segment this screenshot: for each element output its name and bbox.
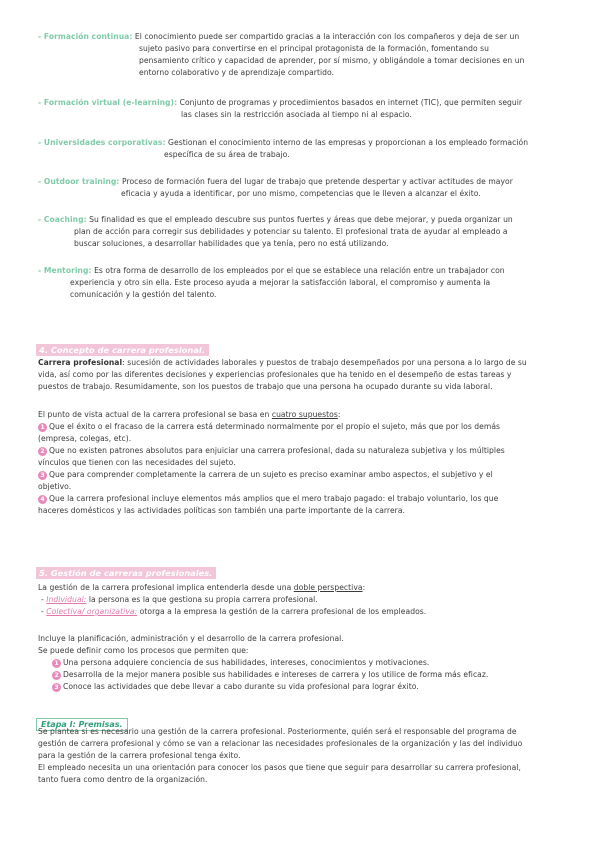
text-line: El conocimiento puede ser compartido gracias a la interacción con los compañeros y deja de ser un — [134, 32, 520, 41]
underlined-text: doble perspectiva — [293, 583, 363, 592]
text: otorga a la empresa la gestión de la carrera profesional de los empleados. — [137, 607, 427, 616]
number-badge: 3 — [52, 683, 61, 692]
stage-paragraph — [38, 726, 573, 786]
item-formacion-continua — [38, 31, 568, 79]
text-line: las clases sin la restricción asociada al tiempo ni al espacio. — [181, 110, 412, 119]
number-badge: 3 — [38, 471, 47, 480]
text-line: Conoce las actividades que debe llevar a cabo durante su vida profesional para lograr éxito. — [63, 682, 419, 691]
text-line: eficacia y ayuda a identificar, por uno mismo, competencias que le lleven a alcanzar el éxito. — [121, 189, 481, 198]
text: La gestión de la carrera profesional implica entenderla desde una — [38, 583, 294, 592]
text-line: tanto fuera como dentro de la organización. — [38, 775, 208, 784]
text-line: Incluye la planificación, administración y el desarrollo de la carrera profesional. — [38, 634, 344, 643]
definition-paragraph — [38, 357, 573, 393]
text-line: Que la carrera profesional incluye elementos más amplios que el mero trabajo pagado: el trabajo voluntario, los que — [49, 494, 499, 503]
text-line: : sucesión de actividades laborales y puestos de trabajo desempeñados por una persona a lo largo de su — [122, 358, 527, 367]
term: - Universidades corporativas: — [38, 138, 166, 147]
text-line: objetivo. — [38, 482, 72, 491]
item-formacion-virtual — [38, 97, 568, 121]
text-line: gestión de carrera profesional y cómo se van a relacionar las necesidades profesionales de la organización y las del individuo — [38, 739, 523, 748]
text: El punto de vista actual de la carrera profesional se basa en — [38, 410, 272, 419]
text-line: Es otra forma de desarrollo de los empleados por el que se establece una relación entre un trabajador con — [94, 266, 505, 275]
term: - Coaching: — [38, 215, 87, 224]
item-coaching — [38, 214, 568, 250]
text-line: puestos de trabajo. Resumidamente, son los puestos de trabajo que una persona ha ocupado durante su vida laboral. — [38, 382, 493, 391]
text-line: sujeto pasivo para convertirse en el principal protagonista de la formación, fomentando su — [139, 44, 490, 53]
text-line: Su finalidad es que el empleado descubre sus puntos fuertes y áreas que debe mejorar, y pueda organizar un — [89, 215, 513, 224]
text-line: pensamiento crítico y capacidad de aprender, por sí mismo, y obligándole a tomar decisiones en un — [139, 56, 525, 65]
text-line: Desarrolla de la mejor manera posible sus habilidades e intereses de carrera y los utilice de forma más eficaz. — [63, 670, 489, 679]
item-outdoor-training — [38, 176, 568, 200]
perspective-term: Individual: — [46, 595, 87, 604]
text-line: experiencia y otro sin ella. Este proceso ayuda a mejorar la satisfacción laboral, el compromiso y aumenta la — [70, 278, 491, 287]
text-line: Que para comprender completamente la carrera de un sujeto es preciso examinar ambo aspectos, el subjetivo y el — [49, 470, 493, 479]
text-line: vida, así como por las diferentes decisiones y experiencias profesionales que ha tenido en el desempeño de estas tareas y — [38, 370, 512, 379]
dash: - — [41, 607, 47, 616]
section-5-heading — [36, 561, 216, 580]
perspective-block — [38, 582, 573, 618]
text-line: Proceso de formación fuera del lugar de trabajo que pretende despertar y activar actitudes de mayor — [121, 177, 513, 186]
term: - Formación continua: — [38, 32, 133, 41]
text: : — [337, 410, 341, 419]
definition-term: Carrera profesional — [38, 358, 123, 367]
text-line: Se plantea si es necesario una gestión de la carrera profesional. Posteriormente, quién será el responsable del programa de — [38, 727, 517, 736]
section-4-heading — [36, 338, 209, 357]
item-universidades-corporativas — [38, 137, 568, 161]
text-line: haceres domésticos y las actividades políticas son también una parte importante de la carrera. — [38, 506, 406, 515]
text-line: Conjunto de programas y procedimientos basados en internet (TIC), que permiten seguir — [179, 98, 523, 107]
processes-block — [38, 633, 573, 693]
text-line: Se puede definir como los procesos que permiten que: — [38, 646, 249, 655]
text-line: para la gestión de la carrera profesional tenga éxito. — [38, 751, 241, 760]
term: - Outdoor training: — [38, 177, 120, 186]
underlined-text: cuatro supuestos — [271, 410, 338, 419]
text-line: Que no existen patrones absolutos para enjuiciar una carrera profesional, dada su naturaleza subjetiva y los múltiples — [49, 446, 505, 455]
text-line: buscar soluciones, a desarrollar habilidades que ya tenía, pero no está utilizando. — [74, 239, 389, 248]
text-line: vínculos que tienen con las necesidades del sujeto. — [38, 458, 236, 467]
text-line: Una persona adquiere conciencia de sus habilidades, intereses, conocimientos y motivaciones. — [63, 658, 430, 667]
stage-text: Etapa I: Premisas. — [36, 718, 128, 731]
text-line: comunicación y la gestión del talento. — [70, 290, 217, 299]
text-line: plan de acción para corregir sus debilidades y potenciar su talento. El profesional trata de ayudar al empleado a — [74, 227, 508, 236]
text: la persona es la que gestiona su propia carrera profesional. — [86, 595, 318, 604]
text-line: específica de su área de trabajo. — [164, 150, 290, 159]
number-badge: 2 — [52, 671, 61, 680]
heading-text: 5. Gestión de carreras profesionales. — [36, 567, 216, 579]
term: - Formación virtual (e-learning): — [38, 98, 178, 107]
number-badge: 4 — [38, 495, 47, 504]
text-line: Gestionan el conocimiento interno de las empresas y proporcionan a los empleado formación — [168, 138, 529, 147]
assumptions-block — [38, 409, 573, 517]
text: : — [362, 583, 366, 592]
perspective-term: Colectiva/ organizativa: — [46, 607, 138, 616]
number-badge: 2 — [38, 447, 47, 456]
text-line: Que el éxito o el fracaso de la carrera está determinado normalmente por el propio el sujeto, más que por los demás — [49, 422, 501, 431]
number-badge: 1 — [52, 659, 61, 668]
term: - Mentoring: — [38, 266, 92, 275]
item-mentoring — [38, 265, 568, 301]
number-badge: 1 — [38, 423, 47, 432]
dash: - — [41, 595, 47, 604]
text-line: (empresa, colegas, etc). — [38, 434, 132, 443]
text-line: entorno colaborativo y de aprendizaje compartido. — [139, 68, 335, 77]
text-line: El empleado necesita un una orientación para conocer los pasos que tiene que seguir para desarrollar su carrera profesional, — [38, 763, 521, 772]
heading-text: 4. Concepto de carrera profesional. — [36, 344, 209, 356]
